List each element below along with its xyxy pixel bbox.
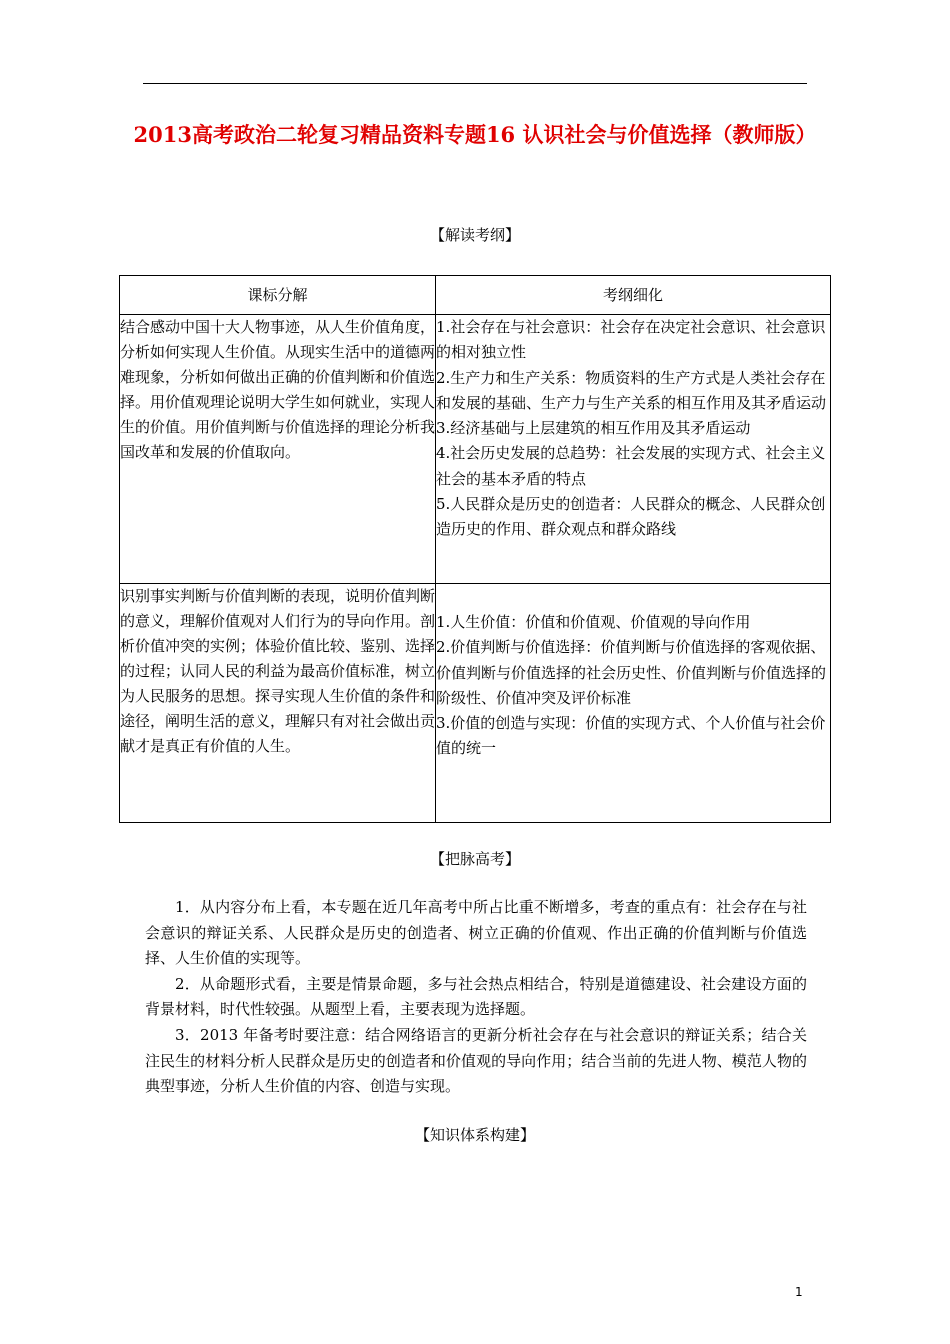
exam-analysis-body: [145, 895, 807, 1100]
table-cell-curriculum: 结合感动中国十大人物事迹，从人生价值角度，分析如何实现人生价值。从现实生活中的道德两难现象，分析如何做出正确的价值判断和价值选择。用价值观理论说明大学生如何就业，实现人生的价值。用价值判断与价值选择的理论分析我国改革和发展的价值取向。: [120, 315, 436, 584]
syllabus-item: 3.经济基础与上层建筑的相互作用及其矛盾运动: [436, 419, 751, 438]
syllabus-item: 1.社会存在与社会意识：社会存在决定社会意识、社会意识的相对独立性: [436, 318, 826, 362]
document-title: 2013高考政治二轮复习精品资料专题16 认识社会与价值选择（教师版）: [133, 122, 817, 147]
syllabus-item: 4.社会历史发展的总趋势：社会发展的实现方式、社会主义社会的基本矛盾的特点: [436, 444, 826, 488]
syllabus-item: 5.人民群众是历史的创造者：人民群众的概念、人民群众创造历史的作用、群众观点和群众路线: [436, 495, 826, 539]
table-cell-curriculum: 识别事实判断与价值判断的表现，说明价值判断的意义，理解价值观对人们行为的导向作用。剖析价值冲突的实例；体验价值比较、鉴别、选择的过程；认同人民的利益为最高价值标准，树立为人民服务的思想。探寻实现人生价值的条件和途径，阐明生活的意义，理解只有对社会做出贡献才是真正有价值的人生。: [120, 584, 436, 823]
syllabus-table: [119, 275, 831, 823]
syllabus-item: 2.价值判断与价值选择：价值判断与价值选择的客观依据、价值判断与价值选择的社会历史性、价值判断与价值选择的阶级性、价值冲突及评价标准: [436, 638, 827, 707]
table-cell-syllabus: [436, 315, 831, 584]
table-header-cell: 课标分解: [120, 276, 436, 315]
syllabus-item: 1.人生价值：价值和价值观、价值观的导向作用: [436, 613, 751, 631]
section-heading-syllabus: 【解读考纲】: [429, 226, 520, 244]
paragraph: 2．从命题形式看，主要是情景命题，多与社会热点相结合，特别是道德建设、社会建设方面的背景材料，时代性较强。从题型上看，主要表现为选择题。: [145, 974, 807, 1019]
table-row: [120, 584, 831, 823]
section-heading-exam-analysis: 【把脉高考】: [429, 850, 520, 868]
syllabus-item: 3.价值的创造与实现：价值的实现方式、个人价值与社会价值的统一: [436, 714, 826, 758]
table-cell-syllabus: [436, 584, 831, 823]
syllabus-item: 2.生产力和生产关系：物质资料的生产方式是人类社会存在和发展的基础、生产力与生产关系的相互作用及其矛盾运动: [436, 368, 827, 412]
table-header-row: [120, 276, 831, 315]
paragraph: 1．从内容分布上看，本专题在近几年高考中所占比重不断增多，考查的重点有：社会存在与社会意识的辩证关系、人民群众是历史的创造者、树立正确的价值观、作出正确的价值判断与价值选择、人生价值的实现等。: [145, 898, 807, 968]
page-number: 1: [795, 1285, 803, 1299]
table-row: [120, 315, 831, 584]
table-header-cell: 考纲细化: [436, 276, 831, 315]
section-heading-knowledge-system: 【知识体系构建】: [414, 1126, 535, 1144]
header-rule: [143, 83, 807, 84]
paragraph: 3．2013 年备考时要注意：结合网络语言的更新分析社会存在与社会意识的辩证关系；结合关注民生的材料分析人民群众是历史的创造者和价值观的导向作用；结合当前的先进人物、模范人物的典型事迹，分析人生价值的内容、创造与实现。: [145, 1025, 807, 1096]
